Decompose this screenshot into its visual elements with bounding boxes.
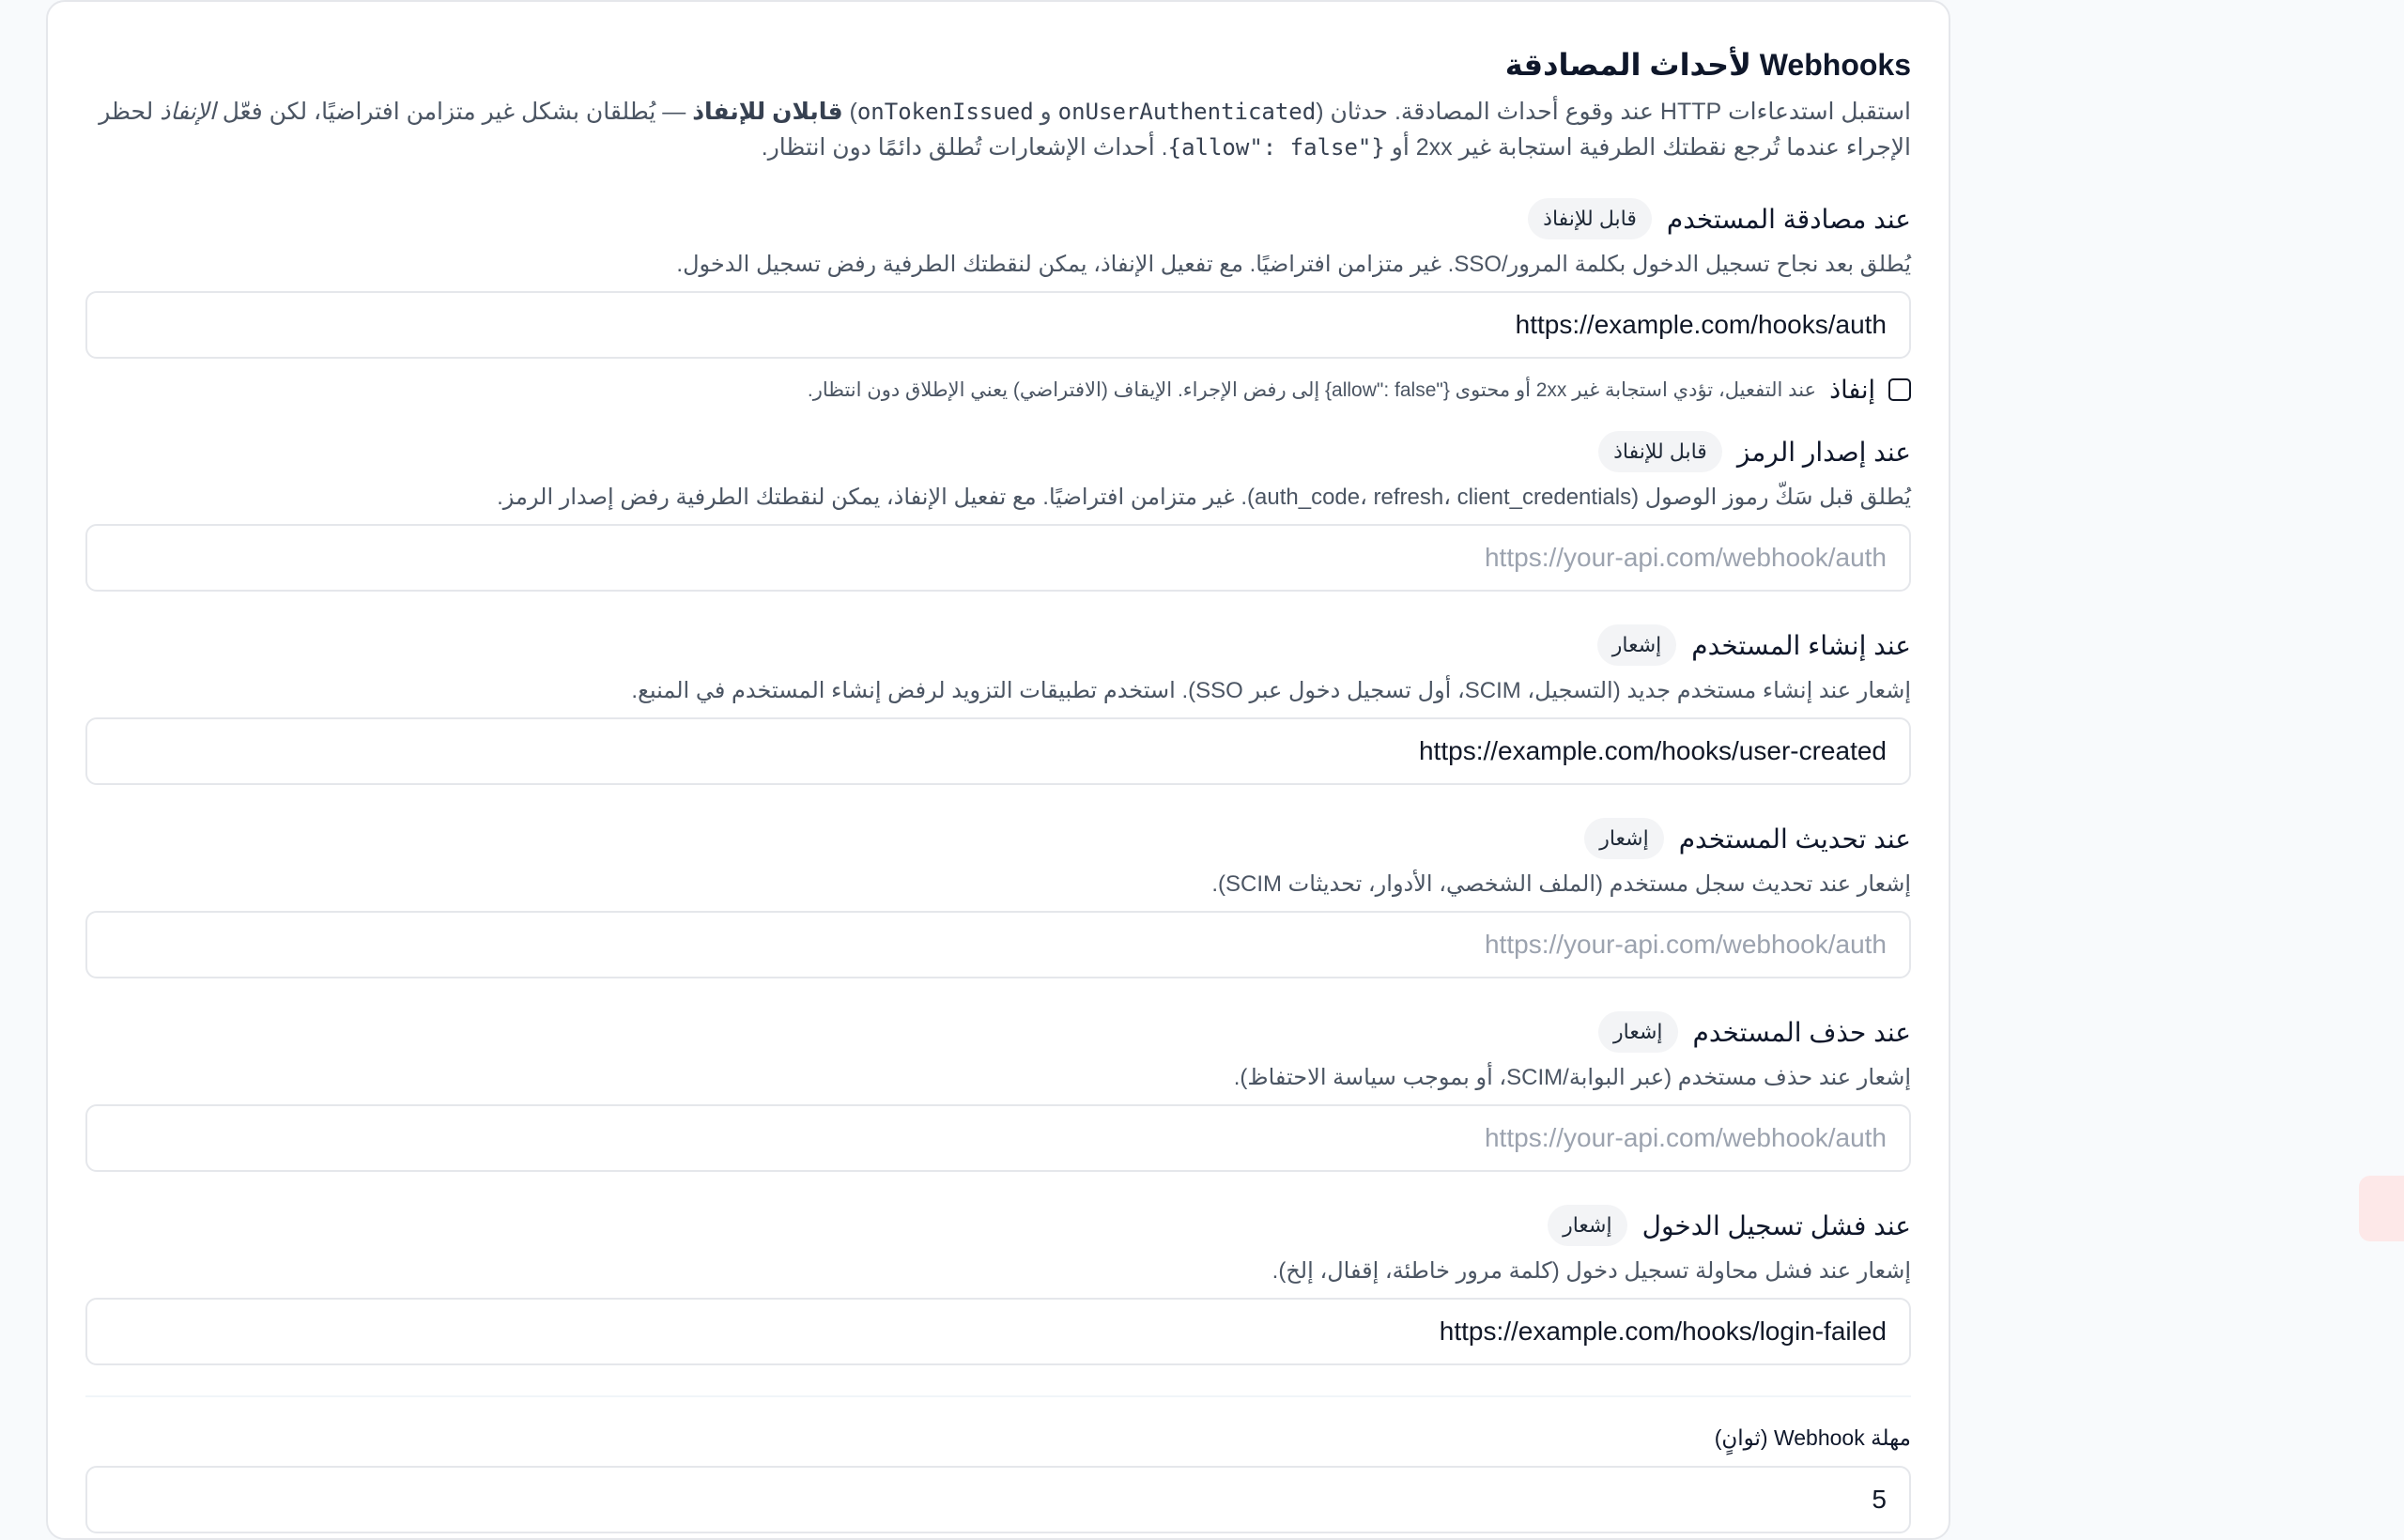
webhooks-content [85, 39, 1911, 1533]
enforce-checkbox[interactable] [1888, 378, 1911, 401]
event-label: عند مصادقة المستخدم [1666, 204, 1911, 234]
on-user-created-url-input[interactable]: https://example.com/hooks/user-created [85, 717, 1911, 785]
event-help-text: إشعار عند حذف مستخدم (عبر البوابة/SCIM، أو بموجب سياسة الاحتفاظ). [1233, 1065, 1911, 1090]
enforce-label: إنفاذ [1829, 375, 1875, 404]
desc-text: لحظر الإجراء عندما تُرجع نقطتك الطرفية استجابة غير 2xx أو [99, 99, 1911, 161]
enforceable-badge: قابل للإنفاذ [1528, 198, 1652, 239]
enforceable-badge: قابل للإنفاذ [1598, 431, 1722, 472]
on-user-authenticated-url-input[interactable]: https://example.com/hooks/auth [85, 291, 1911, 359]
event-header [85, 624, 1911, 667]
side-tab-button[interactable] [2359, 1176, 2404, 1241]
event-help-text: يُطلق بعد نجاح تسجيل الدخول بكلمة المرور/SSO. غير متزامن افتراضيًا. مع تفعيل الإنفاذ، يمكن لنقطتك الطرفية رفض تسجيل الدخول. [676, 252, 1911, 277]
page-title: Webhooks لأحداث المصادقة [1504, 48, 1911, 82]
event-header [85, 817, 1911, 860]
webhook-timeout-label: مهلة Webhook (ثوانٍ) [1714, 1425, 1911, 1450]
event-on-token-issued [85, 430, 1911, 592]
notify-badge: إشعار [1584, 818, 1664, 859]
event-help-text: إشعار عند فشل محاولة تسجيل دخول (كلمة مرور خاطئة، إقفال، إلخ). [1271, 1258, 1911, 1284]
webhook-timeout-input[interactable]: 5 [85, 1466, 1911, 1533]
event-help-text: إشعار عند تحديث سجل مستخدم (الملف الشخصي، الأدوار، تحديثات SCIM). [1211, 871, 1911, 897]
event-label: عند تحديث المستخدم [1678, 824, 1911, 854]
event-header [85, 197, 1911, 240]
event-on-user-created [85, 624, 1911, 785]
enforce-note: عند التفعيل، تؤدي استجابة غير 2xx أو محتوى {"allow": false} إلى رفض الإجراء. الإيقاف (الافتراضي) يعني الإطلاق دون انتظار. [807, 378, 1817, 401]
event-header [85, 430, 1911, 473]
page-description [85, 94, 1911, 165]
on-login-failed-url-input[interactable]: https://example.com/hooks/login-failed [85, 1298, 1911, 1365]
event-on-user-updated [85, 817, 1911, 978]
desc-text: استقبل استدعاءات HTTP عند وقوع أحداث المصادقة. حدثان ( [1316, 99, 1911, 125]
notify-badge: إشعار [1597, 624, 1677, 666]
code-on-user-authenticated: onUserAuthenticated [1057, 99, 1317, 125]
event-help-text: يُطلق قبل سَكّ رموز الوصول (auth_code، refresh، client_credentials). غير متزامن افتراضيًا. مع تفعيل الإنفاذ، يمكن لنقطتك الطرفية رفض إصدار الرمز. [497, 485, 1911, 510]
desc-text: و [1033, 99, 1058, 125]
code-allow-false: {"allow": false} [1167, 134, 1385, 161]
notify-badge: إشعار [1598, 1011, 1678, 1053]
desc-text: ) [842, 99, 857, 125]
event-help-text: إشعار عند إنشاء مستخدم جديد (التسجيل، SCIM، أول تسجيل دخول عبر SSO). استخدم تطبيقات التزويد لرفض إنشاء المستخدم في المنبع. [631, 678, 1911, 703]
code-on-token-issued: onTokenIssued [856, 99, 1034, 125]
event-label: عند حذف المستخدم [1692, 1017, 1911, 1047]
event-on-user-authenticated [85, 197, 1911, 406]
section-divider [85, 1395, 1911, 1397]
desc-text: — يُطلقان بشكل غير متزامن افتراضيًا، لكن فعّل [215, 99, 693, 125]
enforce-row [85, 374, 1911, 406]
event-label: عند فشل تسجيل الدخول [1641, 1210, 1911, 1240]
on-token-issued-url-input[interactable]: https://your-api.com/webhook/auth [85, 524, 1911, 592]
event-header [85, 1204, 1911, 1247]
event-on-user-deleted [85, 1010, 1911, 1172]
desc-italic-enforce: الإنفاذ [160, 99, 216, 125]
webhooks-card [46, 0, 1950, 1540]
desc-bold-enforceable: قابلان للإنفاذ [692, 99, 843, 125]
event-label: عند إصدار الرمز [1736, 437, 1911, 467]
event-on-login-failed [85, 1204, 1911, 1365]
notify-badge: إشعار [1548, 1205, 1627, 1246]
on-user-deleted-url-input[interactable]: https://your-api.com/webhook/auth [85, 1104, 1911, 1172]
desc-text: . أحداث الإشعارات تُطلق دائمًا دون انتظار. [761, 134, 1168, 161]
on-user-updated-url-input[interactable]: https://your-api.com/webhook/auth [85, 911, 1911, 978]
event-header [85, 1010, 1911, 1054]
event-label: عند إنشاء المستخدم [1691, 630, 1911, 660]
